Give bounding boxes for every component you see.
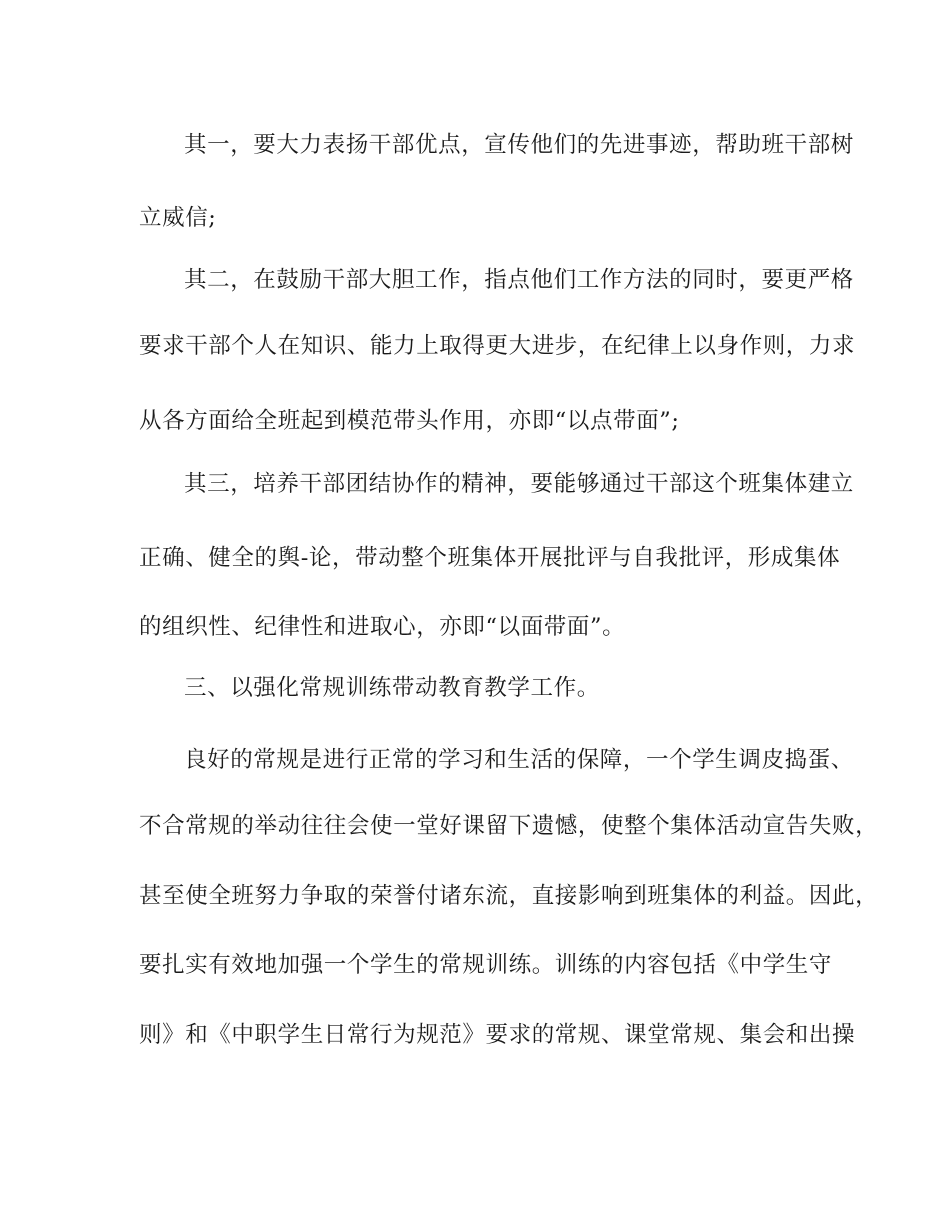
text-line: 其二，在鼓励干部大胆工作，指点他们工作方法的同时，要更严格 [184,267,854,293]
text-line: 则》和《中职学生日常行为规范》要求的常规、课堂常规、集会和出操 [139,1022,856,1048]
text-line: 正确、健全的舆-论，带动整个班集体开展批评与自我批评，形成集体 [139,545,841,571]
text-line: 其一，要大力表扬干部优点，宣传他们的先进事迹，帮助班干部树 [184,132,854,158]
text-line: 良好的常规是进行正常的学习和生活的保障，一个学生调皮捣蛋、 [184,747,854,773]
text-line: 立威信; [139,205,217,231]
text-line: 不合常规的举动往往会使一堂好课留下遗憾，使整个集体活动宣告失败， [139,813,879,839]
text-line: 的组织性、纪律性和进取心，亦即“以面带面”。 [139,614,626,640]
text-line: 甚至使全班努力争取的荣誉付诸东流，直接影响到班集体的利益。因此， [139,883,879,909]
text-line: 要扎实有效地加强一个学生的常规训练。训练的内容包括《中学生守 [139,952,833,978]
text-line: 其三，培养干部团结协作的精神，要能够通过干部这个班集体建立 [184,471,854,497]
text-line: 要求干部个人在知识、能力上取得更大进步，在纪律上以身作则，力求 [139,333,856,359]
text-line: 三、以强化常规训练带动教育教学工作。 [184,675,600,701]
text-line: 从各方面给全班起到模范带头作用，亦即“以点带面”; [139,408,680,434]
